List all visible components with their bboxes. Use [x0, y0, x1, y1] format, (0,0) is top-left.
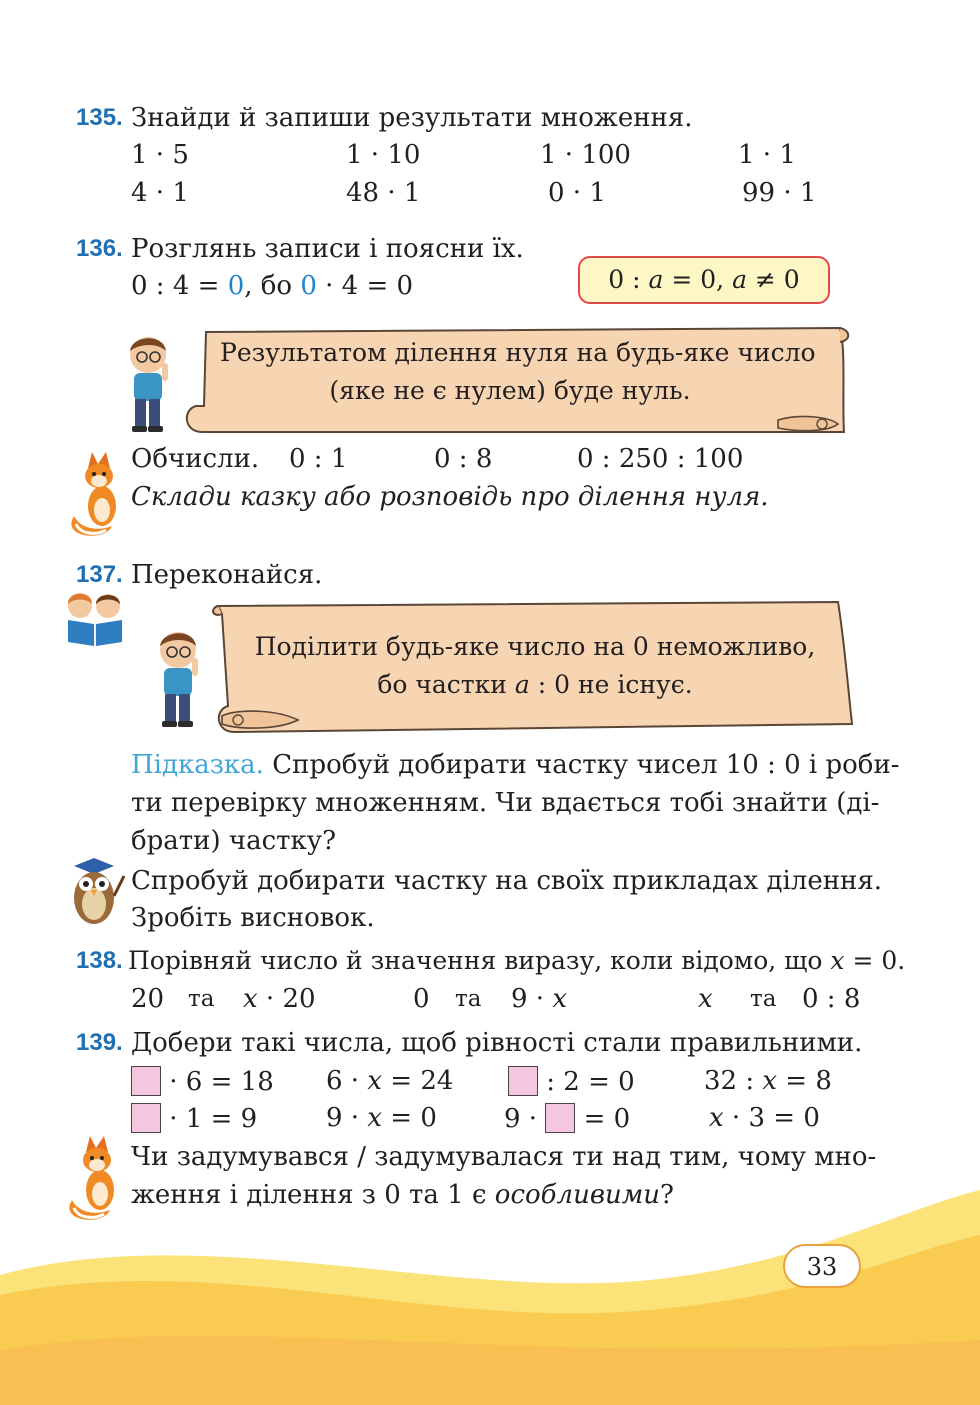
equation-r2c2-var: x — [367, 1103, 383, 1133]
equation-r2c1-text: · 1 = 9 — [161, 1104, 258, 1134]
equation-r1c2-a: 6 · — [326, 1066, 368, 1096]
owl-teacher-icon — [64, 856, 126, 926]
rule-137-line-2-part-a: бо частки — [377, 670, 515, 699]
fox-character-icon-2 — [64, 1130, 124, 1222]
compare-2-expr — [511, 984, 567, 1014]
compute-expr-2: 0 : 8 — [434, 444, 493, 474]
boy-character-icon-2 — [148, 628, 212, 728]
compare-2-and: та — [455, 986, 482, 1012]
hint-line-2: ти перевірку множенням. Чи вдається тобі знайти (ді- — [131, 788, 880, 818]
hint-label: Підказка. — [131, 750, 264, 780]
compute-label: Обчисли. — [131, 444, 260, 474]
equation-r2c3-a: 9 · — [504, 1104, 546, 1134]
owl-line-1: Спробуй добирати частку на своїх прикладах ділення. — [131, 866, 883, 896]
exercise-135-number: 135. — [76, 104, 123, 131]
equation-r1c4 — [704, 1066, 832, 1096]
equation-r1c3-text: : 2 = 0 — [538, 1067, 635, 1097]
rule-136-line-1: Результатом ділення нуля на будь-яке число — [220, 338, 816, 367]
expr-135-6: 48 · 1 — [346, 178, 421, 208]
formula-var-2: a — [732, 265, 747, 294]
exercise-138-title — [128, 946, 905, 976]
division-example-part-a: 0 : 4 = — [131, 271, 228, 301]
fox-question-line-1: Чи задумувався / задумувалася ти над тим, чому мно- — [131, 1142, 877, 1172]
answer-box[interactable] — [508, 1066, 538, 1096]
story-task: Склади казку або розповідь про ділення нуля. — [131, 482, 769, 512]
formula-part-b: = 0, — [663, 265, 733, 294]
compare-3-var: x — [698, 984, 713, 1014]
equation-r2c1 — [131, 1103, 257, 1134]
division-example-part-b: , бо — [244, 271, 301, 301]
fox-question-mark: ? — [660, 1180, 674, 1210]
exercise-135-title: Знайди й запиши результати множення. — [131, 103, 693, 133]
compare-1-var: x — [243, 984, 258, 1014]
equation-r2c4 — [709, 1103, 820, 1133]
rule-137-var: a — [514, 670, 530, 699]
equation-r2c2 — [326, 1103, 437, 1133]
compare-1-expr-text: · 20 — [257, 984, 316, 1014]
hint-line-3: брати) частку? — [131, 826, 337, 856]
formula-var-1: a — [648, 265, 664, 294]
equation-r1c3 — [508, 1066, 635, 1097]
division-example — [131, 271, 413, 301]
exercise-138-var: x — [830, 946, 845, 975]
exercise-138-number: 138. — [76, 947, 123, 974]
equation-r1c2 — [326, 1066, 453, 1096]
fox-question-line-2 — [131, 1180, 674, 1210]
expr-135-3: 1 · 100 — [540, 140, 631, 170]
compare-2-expr-text: 9 · — [511, 984, 553, 1014]
compute-expr-1: 0 : 1 — [289, 444, 348, 474]
hint-line-1 — [131, 750, 900, 780]
equation-r2c3-b: = 0 — [575, 1104, 631, 1134]
expr-135-5: 4 · 1 — [131, 178, 189, 208]
formula-part-a: 0 : — [608, 265, 649, 294]
division-example-part-c: · 4 = 0 — [316, 271, 414, 301]
expr-135-7: 0 · 1 — [548, 178, 606, 208]
equation-r1c2-var: x — [367, 1066, 383, 1096]
compare-3-and: та — [750, 986, 777, 1012]
equation-r2c3 — [504, 1103, 630, 1134]
exercise-138-title-text: Порівняй число й значення виразу, коли відомо, що — [128, 946, 831, 975]
bottom-wave-decoration — [0, 1180, 980, 1405]
equation-r2c2-b: = 0 — [382, 1103, 437, 1133]
boy-character-icon — [118, 333, 182, 433]
expr-135-4: 1 · 1 — [738, 140, 796, 170]
answer-box[interactable] — [131, 1103, 161, 1133]
children-reading-icon — [62, 590, 128, 646]
equation-r1c4-var: x — [762, 1066, 778, 1096]
rule-137-line-1: Поділити будь-яке число на 0 неможливо, — [254, 632, 816, 661]
owl-line-2: Зробіть висновок. — [131, 903, 375, 933]
exercise-136-number: 136. — [76, 235, 123, 262]
expr-135-2: 1 · 10 — [346, 140, 421, 170]
page-number: 33 — [783, 1244, 861, 1288]
formula-part-c: ≠ 0 — [746, 265, 800, 294]
division-example-zero-result: 0 — [227, 271, 245, 301]
exercise-136-title: Розглянь записи і поясни їх. — [131, 234, 524, 264]
expr-135-8: 99 · 1 — [742, 178, 817, 208]
equation-r1c4-b: = 8 — [777, 1066, 832, 1096]
fox-question-text: ження і ділення з 0 та 1 є — [131, 1180, 495, 1210]
rule-136-line-2: (яке не є нулем) буде нуль. — [329, 376, 691, 405]
answer-box[interactable] — [131, 1066, 161, 1096]
compare-3-expr: 0 : 8 — [802, 984, 861, 1014]
fox-character-icon — [66, 446, 126, 538]
equation-r1c2-b: = 24 — [382, 1066, 454, 1096]
compare-2-var: x — [552, 984, 568, 1014]
rule-137-line-2-part-b: : 0 не існує. — [529, 670, 693, 699]
answer-box[interactable] — [545, 1103, 575, 1133]
exercise-139-number: 139. — [76, 1029, 123, 1056]
zero-division-formula-box — [578, 256, 830, 304]
exercise-137-number: 137. — [76, 561, 123, 588]
compare-1-expr — [243, 984, 316, 1014]
compute-expr-3: 0 : 250 : 100 — [577, 444, 744, 474]
equation-r1c4-a: 32 : — [704, 1066, 763, 1096]
equation-r1c1 — [131, 1066, 274, 1097]
rule-137-line-2 — [240, 666, 830, 704]
compare-2-number: 0 — [413, 984, 430, 1014]
exercise-139-title: Добери такі числа, щоб рівності стали правильними. — [131, 1028, 863, 1058]
equation-r2c4-b: · 3 = 0 — [723, 1103, 820, 1133]
expr-135-1: 1 · 5 — [131, 140, 189, 170]
division-example-zero-factor: 0 — [300, 271, 317, 301]
compare-1-number: 20 — [131, 984, 165, 1014]
exercise-137-title: Переконайся. — [131, 560, 323, 590]
hint-text-1: Спробуй добирати частку чисел 10 : 0 і роби- — [263, 750, 900, 780]
equation-r2c4-var: x — [709, 1103, 724, 1133]
fox-question-italic: особливими — [494, 1180, 661, 1210]
compare-1-and: та — [188, 986, 215, 1012]
equation-r2c2-a: 9 · — [326, 1103, 368, 1133]
exercise-138-title-end: = 0. — [844, 946, 906, 975]
equation-r1c1-text: · 6 = 18 — [161, 1067, 274, 1097]
